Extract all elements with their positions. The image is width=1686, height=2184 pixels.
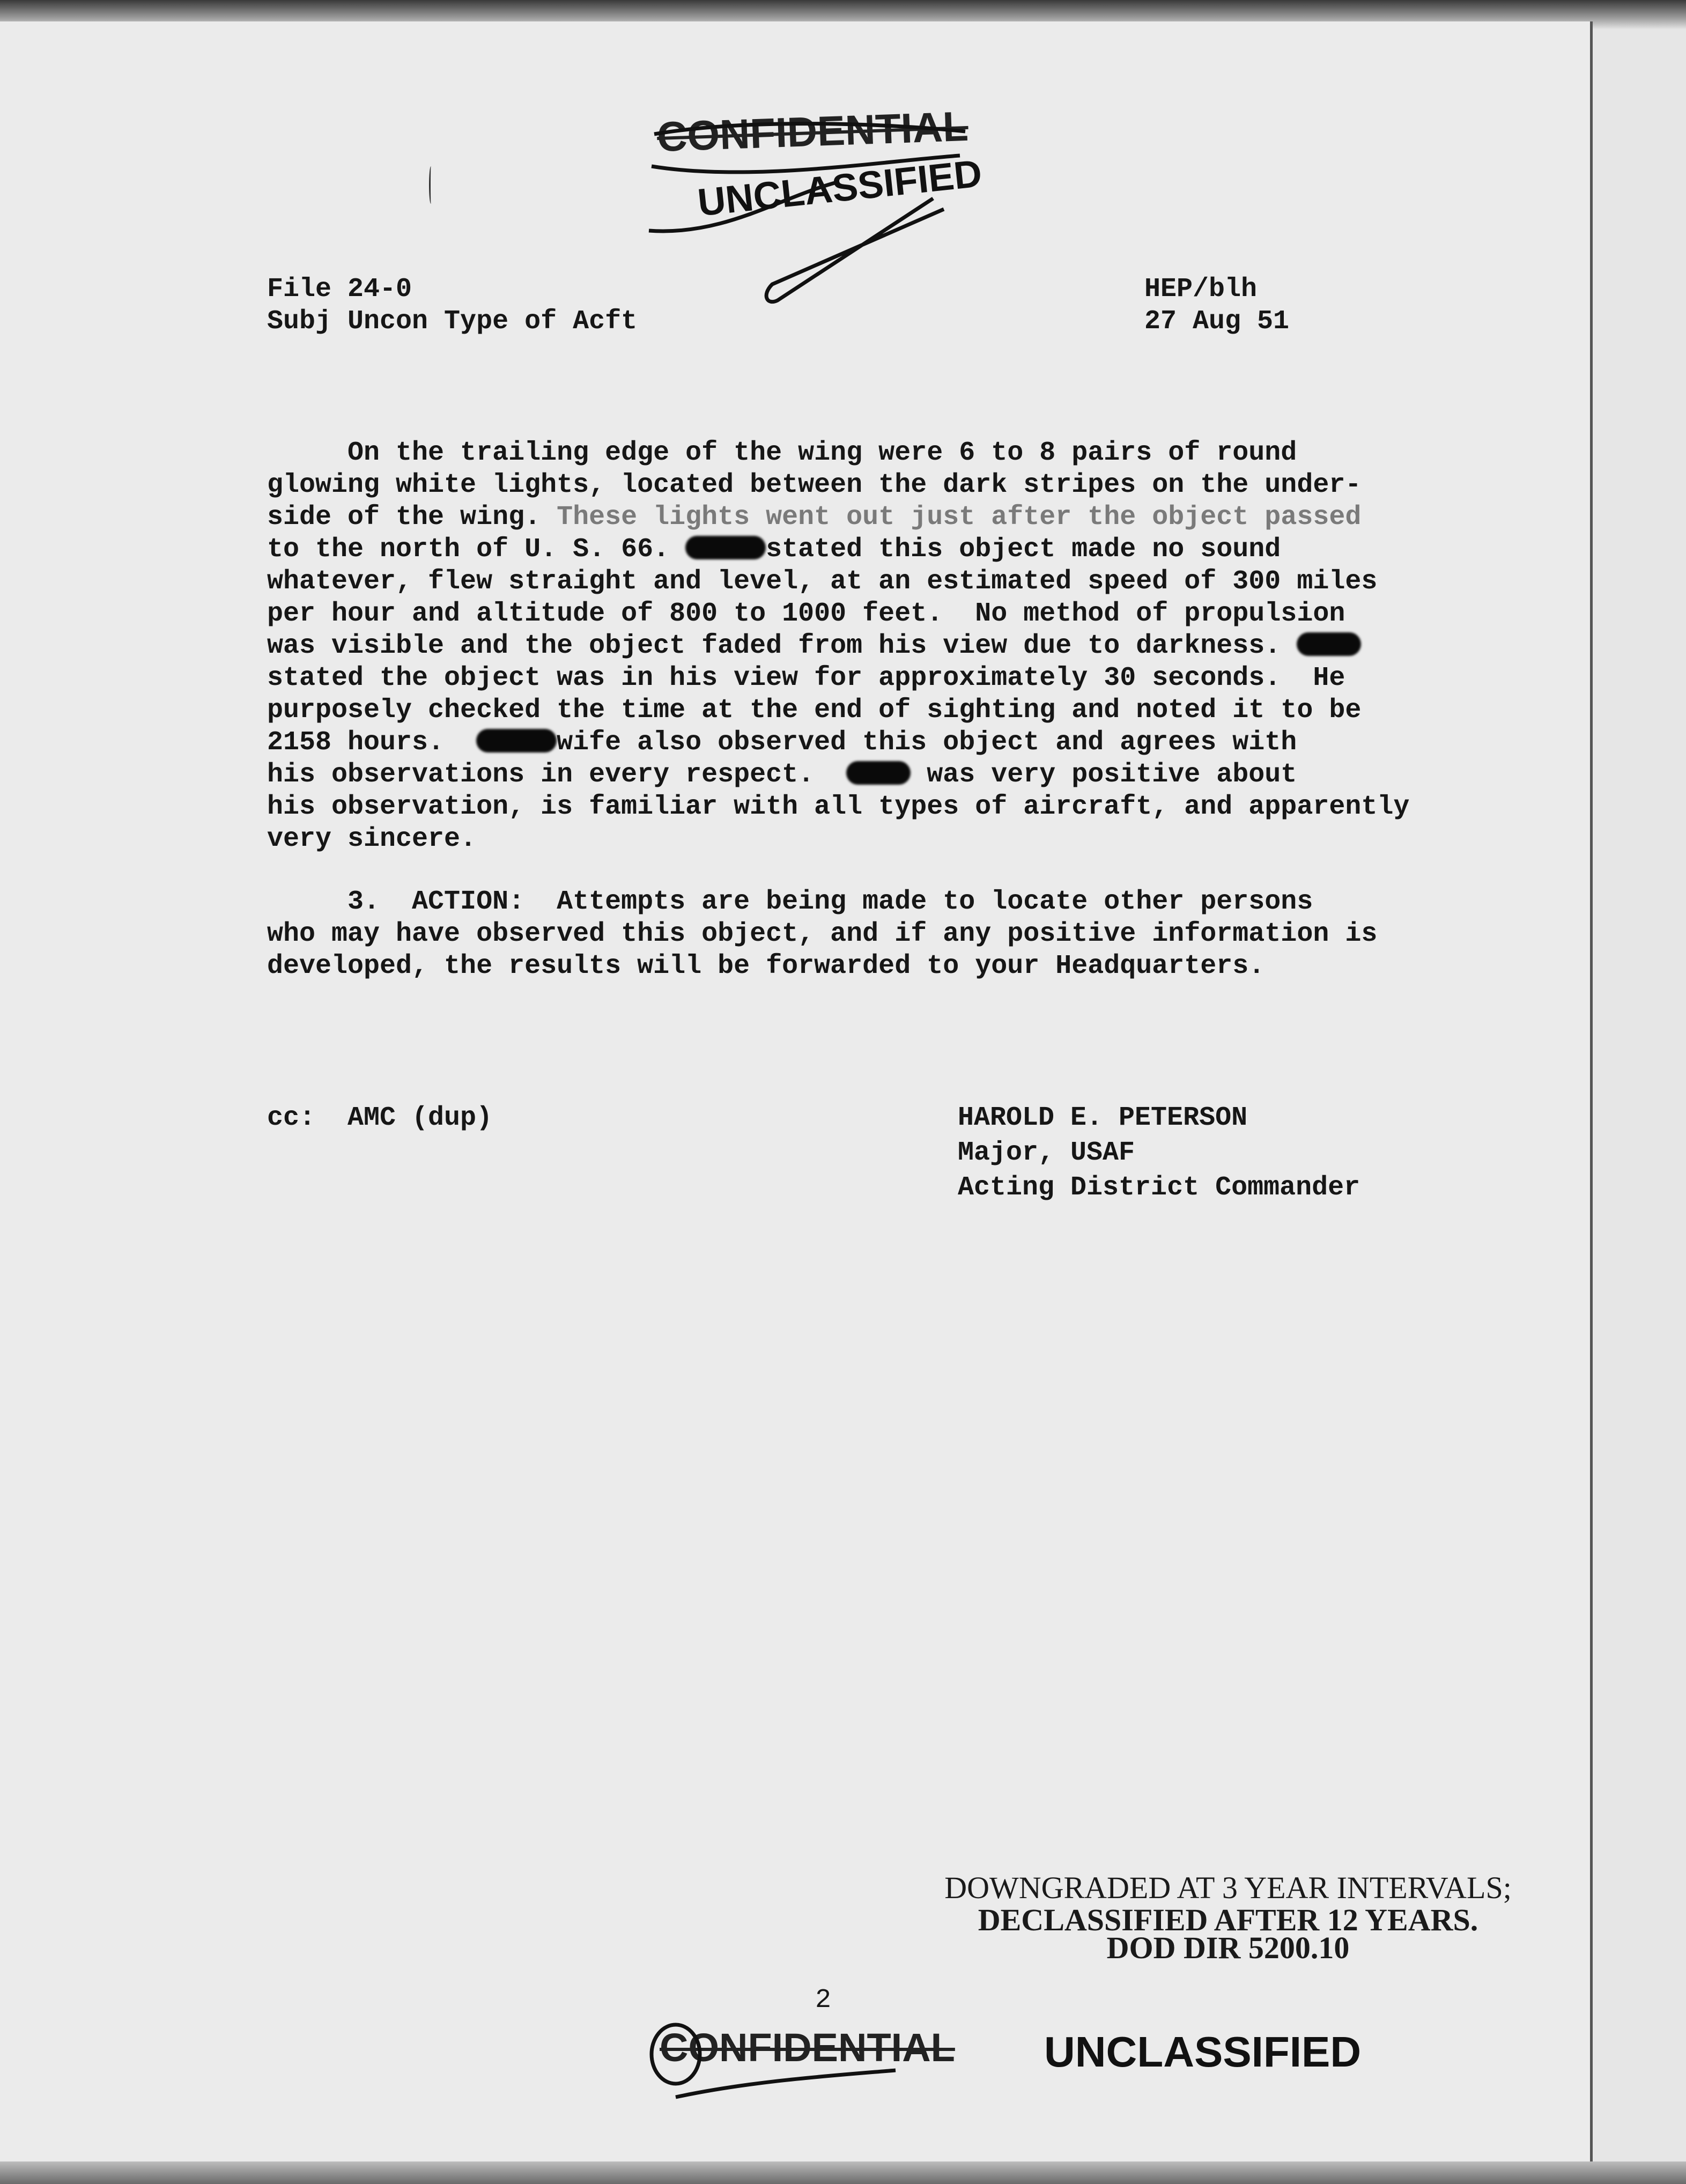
downgrade-line-2: DECLASSIFIED AFTER 12 YEARS. bbox=[978, 1902, 1478, 1937]
carbon-copy-line: cc: AMC (dup) bbox=[267, 1103, 493, 1133]
text-segment: whatever, flew straight and level, at an estimated speed of 300 miles bbox=[267, 566, 1378, 597]
text-line bbox=[267, 501, 1361, 534]
scan-bottom-edge bbox=[0, 2161, 1686, 2184]
text-line bbox=[267, 598, 1345, 630]
text-segment: purposely checked the time at the end of sighting and noted it to be bbox=[267, 695, 1362, 726]
redaction-mark bbox=[476, 729, 557, 752]
subject-line: Subj Uncon Type of Acft bbox=[267, 306, 638, 337]
signature-title: Acting District Commander bbox=[958, 1172, 1360, 1203]
downgrade-line-3: DOD DIR 5200.10 bbox=[1106, 1930, 1350, 1965]
text-segment: 3. ACTION: Attempts are being made to locate other persons bbox=[267, 887, 1313, 917]
text-line bbox=[267, 823, 476, 855]
text-line bbox=[267, 630, 1361, 662]
stamp-scrawl-marks bbox=[644, 102, 976, 306]
stamp-scrawl-marks-bottom bbox=[644, 2022, 1008, 2102]
file-number: File 24-0 bbox=[267, 274, 412, 305]
text-segment: stated this object made no sound bbox=[766, 534, 1281, 565]
text-segment: stated the object was in his view for approximately 30 seconds. He bbox=[267, 663, 1345, 693]
text-segment: his observation, is familiar with all types of aircraft, and apparently bbox=[267, 792, 1410, 822]
text-segment: his observations in every respect. bbox=[267, 759, 847, 790]
text-line bbox=[267, 918, 1377, 950]
struck-classification-stamp: CONFIDENTIAL bbox=[656, 102, 969, 161]
reference-initials: HEP/blh bbox=[1144, 274, 1258, 305]
unclassified-stamp-bottom: UNCLASSIFIED bbox=[1044, 2028, 1362, 2076]
text-line bbox=[267, 950, 1264, 983]
signature-name: HAROLD E. PETERSON bbox=[958, 1103, 1248, 1133]
redaction-mark bbox=[846, 761, 911, 785]
text-line bbox=[267, 727, 1297, 759]
text-segment: was very positive about bbox=[911, 759, 1297, 790]
text-segment: side of the wing. bbox=[267, 502, 557, 533]
text-segment: who may have observed this object, and if any positive information is bbox=[267, 919, 1378, 949]
text-line bbox=[267, 437, 1297, 469]
text-segment: was visible and the object faded from his view due to darkness. bbox=[267, 631, 1297, 661]
downgrade-line-1: DOWNGRADED AT 3 YEAR INTERVALS; bbox=[944, 1870, 1512, 1905]
text-line bbox=[267, 886, 1313, 918]
text-line bbox=[267, 469, 1361, 501]
text-segment: per hour and altitude of 800 to 1000 feet. No method of propulsion bbox=[267, 599, 1345, 629]
text-line bbox=[267, 566, 1377, 598]
text-segment: developed, the results will be forwarded to your Headquarters. bbox=[267, 951, 1265, 982]
text-segment: glowing white lights, located between the dark stripes on the under- bbox=[267, 470, 1362, 500]
struck-classification-stamp-bottom: CONFIDENTIAL bbox=[660, 2025, 955, 2070]
text-segment: On the trailing edge of the wing were 6 to 8 pairs of round bbox=[267, 438, 1297, 468]
page-number: 2 bbox=[815, 1985, 832, 2016]
text-segment: very sincere. bbox=[267, 824, 477, 854]
document-date: 27 Aug 51 bbox=[1144, 306, 1290, 337]
text-segment: These lights went out just after the object passed bbox=[557, 502, 1362, 533]
text-line bbox=[267, 695, 1361, 727]
text-line bbox=[267, 534, 1281, 566]
signature-rank: Major, USAF bbox=[958, 1138, 1135, 1168]
text-line bbox=[267, 662, 1345, 695]
margin-mark bbox=[429, 166, 433, 204]
text-segment: to the north of U. S. 66. bbox=[267, 534, 686, 565]
text-line bbox=[267, 791, 1409, 823]
redaction-mark bbox=[685, 536, 766, 559]
text-line bbox=[267, 759, 1297, 791]
text-segment: wife also observed this object and agrees with bbox=[557, 727, 1297, 758]
document-page bbox=[0, 21, 1593, 2161]
unclassified-stamp-top: UNCLASSIFIED bbox=[696, 152, 984, 225]
redaction-mark bbox=[1297, 632, 1361, 656]
text-segment: 2158 hours. bbox=[267, 727, 477, 758]
